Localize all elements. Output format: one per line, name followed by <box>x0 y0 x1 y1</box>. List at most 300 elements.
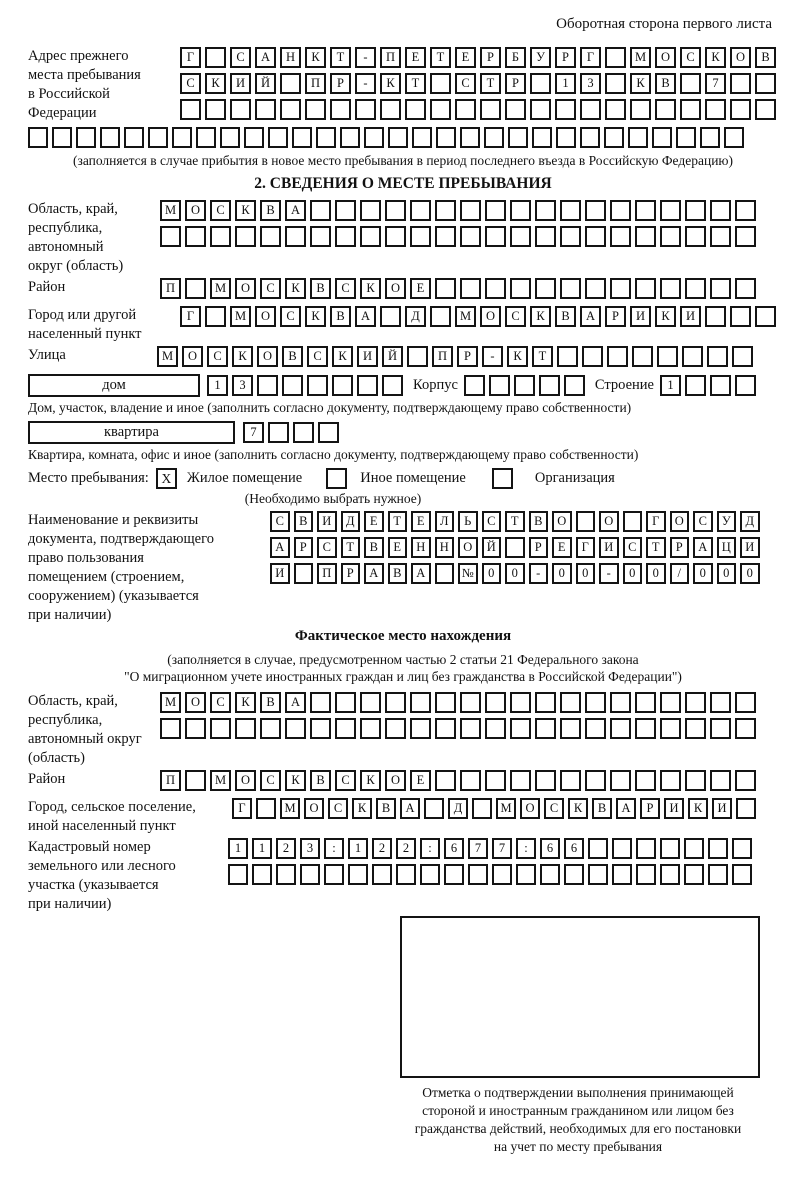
char-cell <box>605 47 626 68</box>
char-cell <box>652 127 672 148</box>
char-cell <box>435 278 456 299</box>
char-cell: Т <box>405 73 426 94</box>
region-row-2 <box>160 226 760 247</box>
char-cell <box>257 375 278 396</box>
street-row <box>157 346 757 367</box>
char-cell: Г <box>180 306 201 327</box>
char-cell <box>636 864 656 885</box>
char-cell <box>730 73 751 94</box>
char-cell: В <box>260 692 281 713</box>
char-cell: 7 <box>468 838 488 859</box>
char-cell: Н <box>411 537 431 558</box>
label-line: сооружением) (указывается <box>28 588 199 604</box>
char-cell: Г <box>580 47 601 68</box>
label-line: помещением (строением, <box>28 569 185 585</box>
label-line: автономный округ <box>28 731 142 747</box>
char-cell: Т <box>532 346 553 367</box>
char-cell: 0 <box>552 563 572 584</box>
char-cell <box>660 692 681 713</box>
char-cell <box>628 127 648 148</box>
char-cell: Д <box>405 306 426 327</box>
char-cell: О <box>185 200 206 221</box>
char-cell <box>100 127 120 148</box>
char-cell: Т <box>330 47 351 68</box>
char-cell: 1 <box>252 838 272 859</box>
char-cell <box>485 226 506 247</box>
char-cell: С <box>210 692 231 713</box>
char-cell: К <box>235 200 256 221</box>
char-cell <box>676 127 696 148</box>
char-cell <box>485 278 506 299</box>
char-cell <box>560 226 581 247</box>
char-cell <box>435 563 455 584</box>
label-line: округ (область) <box>28 258 124 274</box>
apartment-note: Квартира, комната, офис и иное (заполнить согласно документу, подтверждающему право собственности) <box>28 447 639 462</box>
char-cell: О <box>185 692 206 713</box>
char-cell <box>160 718 181 739</box>
char-cell <box>685 692 706 713</box>
char-cell <box>735 200 756 221</box>
char-cell <box>444 864 464 885</box>
char-cell <box>210 718 231 739</box>
char-cell <box>560 692 581 713</box>
char-cell: - <box>599 563 619 584</box>
char-cell: П <box>305 73 326 94</box>
char-cell <box>755 306 776 327</box>
char-cell: О <box>670 511 690 532</box>
char-cell <box>310 718 331 739</box>
char-cell: 1 <box>348 838 368 859</box>
char-cell: А <box>255 47 276 68</box>
char-cell: Е <box>364 511 384 532</box>
char-cell: О <box>257 346 278 367</box>
char-cell <box>710 692 731 713</box>
actual-location-note-line-2: "О миграционном учете иностранных граждан и лиц без гражданства в Российской Федерации") <box>124 669 682 684</box>
korpus-label: Корпус <box>413 377 458 393</box>
char-cell <box>635 718 656 739</box>
city-row <box>180 306 780 327</box>
char-cell: М <box>160 200 181 221</box>
label-line: республика, <box>28 712 103 728</box>
char-cell: К <box>360 770 381 791</box>
actual-region-row-1 <box>160 692 760 713</box>
char-cell <box>364 127 384 148</box>
char-cell: 6 <box>540 838 560 859</box>
char-cell <box>560 770 581 791</box>
char-cell: 1 <box>555 73 576 94</box>
char-cell <box>588 838 608 859</box>
char-cell <box>623 511 643 532</box>
char-cell <box>484 127 504 148</box>
char-cell <box>485 200 506 221</box>
char-cell: Р <box>529 537 549 558</box>
char-cell: В <box>330 306 351 327</box>
char-cell: С <box>230 47 251 68</box>
char-cell <box>396 864 416 885</box>
char-cell: Т <box>430 47 451 68</box>
char-cell <box>636 838 656 859</box>
char-cell <box>635 692 656 713</box>
char-cell: С <box>623 537 643 558</box>
char-cell: О <box>599 511 619 532</box>
section2-title: 2. СВЕДЕНИЯ О МЕСТЕ ПРЕБЫВАНИЯ <box>254 175 552 192</box>
char-cell: Е <box>410 770 431 791</box>
char-cell <box>464 375 485 396</box>
char-cell <box>730 306 751 327</box>
char-cell: К <box>360 278 381 299</box>
char-cell: К <box>655 306 676 327</box>
char-cell <box>724 127 744 148</box>
char-cell <box>280 73 301 94</box>
prev-address-label <box>28 47 180 123</box>
char-cell: В <box>282 346 303 367</box>
char-cell <box>410 200 431 221</box>
char-cell <box>489 375 510 396</box>
char-cell: 0 <box>482 563 502 584</box>
char-cell <box>280 99 301 120</box>
char-cell: О <box>385 770 406 791</box>
char-cell <box>335 718 356 739</box>
char-cell: 0 <box>646 563 666 584</box>
stroenie-label: Строение <box>594 377 654 393</box>
char-cell: О <box>552 511 572 532</box>
char-cell <box>588 864 608 885</box>
prev-address-row-3 <box>180 99 780 120</box>
label-line: Федерации <box>28 105 97 121</box>
char-cell <box>185 226 206 247</box>
char-cell <box>560 278 581 299</box>
char-cell <box>228 864 248 885</box>
prev-address-row-overflow <box>28 127 778 148</box>
char-cell <box>680 73 701 94</box>
char-cell <box>460 200 481 221</box>
prev-address-row-2 <box>180 73 780 94</box>
char-cell <box>385 718 406 739</box>
char-cell <box>510 692 531 713</box>
char-cell <box>205 47 226 68</box>
char-cell <box>235 226 256 247</box>
char-cell <box>172 127 192 148</box>
char-cell: К <box>688 798 708 819</box>
char-cell: А <box>616 798 636 819</box>
char-cell <box>205 99 226 120</box>
district-row <box>160 278 760 299</box>
char-cell <box>635 200 656 221</box>
char-cell <box>385 200 406 221</box>
stay-type-checkbox-residential: X <box>156 468 177 489</box>
label-line: Кадастровый номер <box>28 839 151 855</box>
label-line: документа, подтверждающего <box>28 531 214 547</box>
actual-city-field <box>28 798 778 836</box>
char-cell <box>660 718 681 739</box>
doc-field <box>28 511 778 625</box>
char-cell: П <box>160 278 181 299</box>
char-cell: - <box>482 346 503 367</box>
char-cell: О <box>235 278 256 299</box>
label-line: населенный пункт <box>28 326 142 342</box>
char-cell <box>276 864 296 885</box>
cadastral-label <box>28 838 228 914</box>
char-cell <box>705 306 726 327</box>
doc-row-3 <box>270 563 764 584</box>
char-cell <box>185 278 206 299</box>
char-cell <box>330 99 351 120</box>
char-cell: К <box>285 278 306 299</box>
char-cell <box>360 200 381 221</box>
char-cell <box>420 864 440 885</box>
char-cell <box>76 127 96 148</box>
char-cell: Д <box>740 511 760 532</box>
char-cell: О <box>480 306 501 327</box>
char-cell <box>492 864 512 885</box>
char-cell: В <box>310 770 331 791</box>
char-cell: И <box>230 73 251 94</box>
char-cell <box>580 127 600 148</box>
char-cell: 2 <box>372 838 392 859</box>
char-cell <box>360 692 381 713</box>
char-cell: Е <box>411 511 431 532</box>
label-line: Область, край, <box>28 201 118 217</box>
char-cell <box>372 864 392 885</box>
char-cell <box>564 864 584 885</box>
char-cell <box>268 127 288 148</box>
stay-type-label: Место пребывания: <box>28 470 149 486</box>
char-cell: Е <box>405 47 426 68</box>
char-cell: К <box>332 346 353 367</box>
char-cell: Н <box>280 47 301 68</box>
char-cell <box>685 278 706 299</box>
char-cell <box>585 692 606 713</box>
char-cell <box>635 226 656 247</box>
char-cell <box>576 511 596 532</box>
char-cell: М <box>496 798 516 819</box>
stamp-box <box>400 916 760 1078</box>
actual-location-note-line-1: (заполняется в случае, предусмотренном частью 2 статьи 21 Федерального закона <box>167 652 639 667</box>
district-field <box>28 278 778 304</box>
char-cell <box>244 127 264 148</box>
char-cell <box>468 864 488 885</box>
char-cell: О <box>304 798 324 819</box>
label-line: Город, сельское поселение, <box>28 799 196 815</box>
char-cell: 1 <box>207 375 228 396</box>
char-cell <box>660 278 681 299</box>
char-cell: Е <box>410 278 431 299</box>
label-line: места пребывания <box>28 67 141 83</box>
char-cell: Р <box>480 47 501 68</box>
stamp-caption <box>368 1084 788 1156</box>
char-cell: 7 <box>243 422 264 443</box>
char-cell: Г <box>180 47 201 68</box>
char-cell <box>630 99 651 120</box>
char-cell <box>285 718 306 739</box>
char-cell: М <box>210 278 231 299</box>
char-cell: А <box>270 537 290 558</box>
char-cell: Т <box>505 511 525 532</box>
stay-type-row <box>28 468 778 489</box>
char-cell <box>660 770 681 791</box>
char-cell: 3 <box>232 375 253 396</box>
char-cell: В <box>655 73 676 94</box>
char-cell <box>185 770 206 791</box>
char-cell: И <box>740 537 760 558</box>
char-cell <box>655 99 676 120</box>
char-cell: С <box>307 346 328 367</box>
char-cell <box>705 99 726 120</box>
char-cell: Й <box>482 537 502 558</box>
char-cell: : <box>324 838 344 859</box>
char-cell <box>348 864 368 885</box>
label-line: при наличии) <box>28 896 112 912</box>
char-cell <box>485 718 506 739</box>
char-cell: Д <box>448 798 468 819</box>
char-cell <box>160 226 181 247</box>
char-cell: В <box>376 798 396 819</box>
char-cell <box>557 346 578 367</box>
char-cell <box>710 226 731 247</box>
char-cell <box>685 200 706 221</box>
char-cell: С <box>317 537 337 558</box>
char-cell: К <box>507 346 528 367</box>
char-cell: Г <box>646 511 666 532</box>
char-cell: К <box>305 306 326 327</box>
stay-type-option-residential: Жилое помещение <box>186 470 303 486</box>
char-cell: К <box>705 47 726 68</box>
char-cell <box>685 770 706 791</box>
char-cell: И <box>630 306 651 327</box>
char-cell <box>610 200 631 221</box>
char-cell: И <box>712 798 732 819</box>
house-row <box>28 374 778 397</box>
char-cell: А <box>580 306 601 327</box>
stay-type-hint: (Необходимо выбрать нужное) <box>244 491 422 506</box>
char-cell <box>530 99 551 120</box>
char-cell <box>196 127 216 148</box>
char-cell: В <box>294 511 314 532</box>
stay-type-checkbox-organization <box>492 468 513 489</box>
char-cell <box>610 692 631 713</box>
char-cell: К <box>305 47 326 68</box>
char-cell <box>124 127 144 148</box>
apartment-row <box>28 421 778 444</box>
char-cell <box>436 127 456 148</box>
char-cell <box>604 127 624 148</box>
region-field <box>28 200 778 276</box>
char-cell <box>585 200 606 221</box>
char-cell <box>318 422 339 443</box>
char-cell <box>332 375 353 396</box>
char-cell <box>252 864 272 885</box>
char-cell: М <box>160 692 181 713</box>
char-cell <box>382 375 403 396</box>
doc-rows <box>270 511 764 589</box>
char-cell: А <box>400 798 420 819</box>
char-cell: О <box>520 798 540 819</box>
actual-region-rows <box>160 692 760 744</box>
cadastral-row-1 <box>228 838 756 859</box>
char-cell <box>632 346 653 367</box>
char-cell <box>605 99 626 120</box>
char-cell: 0 <box>717 563 737 584</box>
char-cell: У <box>717 511 737 532</box>
char-cell <box>535 278 556 299</box>
char-cell: Д <box>341 511 361 532</box>
char-cell <box>435 692 456 713</box>
char-cell: И <box>664 798 684 819</box>
char-cell: М <box>280 798 300 819</box>
char-cell: С <box>280 306 301 327</box>
label-line: на учет по месту пребывания <box>493 1139 663 1154</box>
char-cell <box>560 718 581 739</box>
char-cell <box>310 692 331 713</box>
char-cell <box>28 127 48 148</box>
char-cell <box>580 99 601 120</box>
char-cell: К <box>235 692 256 713</box>
stay-type-option-organization: Организация <box>534 470 615 486</box>
char-cell: 3 <box>300 838 320 859</box>
cadastral-field <box>28 838 778 914</box>
char-cell: 6 <box>564 838 584 859</box>
char-cell: 2 <box>396 838 416 859</box>
char-cell: Т <box>646 537 666 558</box>
prev-address-field <box>28 47 778 125</box>
char-cell: И <box>680 306 701 327</box>
char-cell <box>380 306 401 327</box>
char-cell <box>410 226 431 247</box>
char-cell <box>360 226 381 247</box>
char-cell: И <box>270 563 290 584</box>
char-cell <box>388 127 408 148</box>
char-cell <box>684 838 704 859</box>
char-cell <box>460 770 481 791</box>
actual-region-label <box>28 692 160 768</box>
char-cell <box>148 127 168 148</box>
char-cell: 2 <box>276 838 296 859</box>
char-cell: / <box>670 563 690 584</box>
char-cell: С <box>260 770 281 791</box>
char-cell <box>732 346 753 367</box>
char-cell: А <box>355 306 376 327</box>
char-cell <box>360 718 381 739</box>
char-cell: М <box>157 346 178 367</box>
char-cell: Г <box>576 537 596 558</box>
cadastral-row-2 <box>228 864 756 885</box>
char-cell: О <box>458 537 478 558</box>
char-cell <box>412 127 432 148</box>
char-cell: П <box>380 47 401 68</box>
char-cell <box>660 226 681 247</box>
char-cell <box>535 692 556 713</box>
stroenie-cells <box>660 375 760 396</box>
char-cell <box>755 73 776 94</box>
char-cell: Р <box>505 73 526 94</box>
char-cell <box>708 864 728 885</box>
char-cell <box>310 200 331 221</box>
house-note: Дом, участок, владение и иное (заполнить согласно документу, подтверждающему право собственности) <box>28 400 632 415</box>
char-cell: Р <box>457 346 478 367</box>
char-cell <box>256 798 276 819</box>
char-cell: П <box>432 346 453 367</box>
char-cell <box>205 306 226 327</box>
char-cell <box>732 864 752 885</box>
char-cell <box>505 537 525 558</box>
house-box: дом <box>28 374 200 397</box>
char-cell <box>535 226 556 247</box>
char-cell <box>510 226 531 247</box>
char-cell <box>430 99 451 120</box>
char-cell: : <box>420 838 440 859</box>
cadastral-rows <box>228 838 756 890</box>
region-rows <box>160 200 760 252</box>
